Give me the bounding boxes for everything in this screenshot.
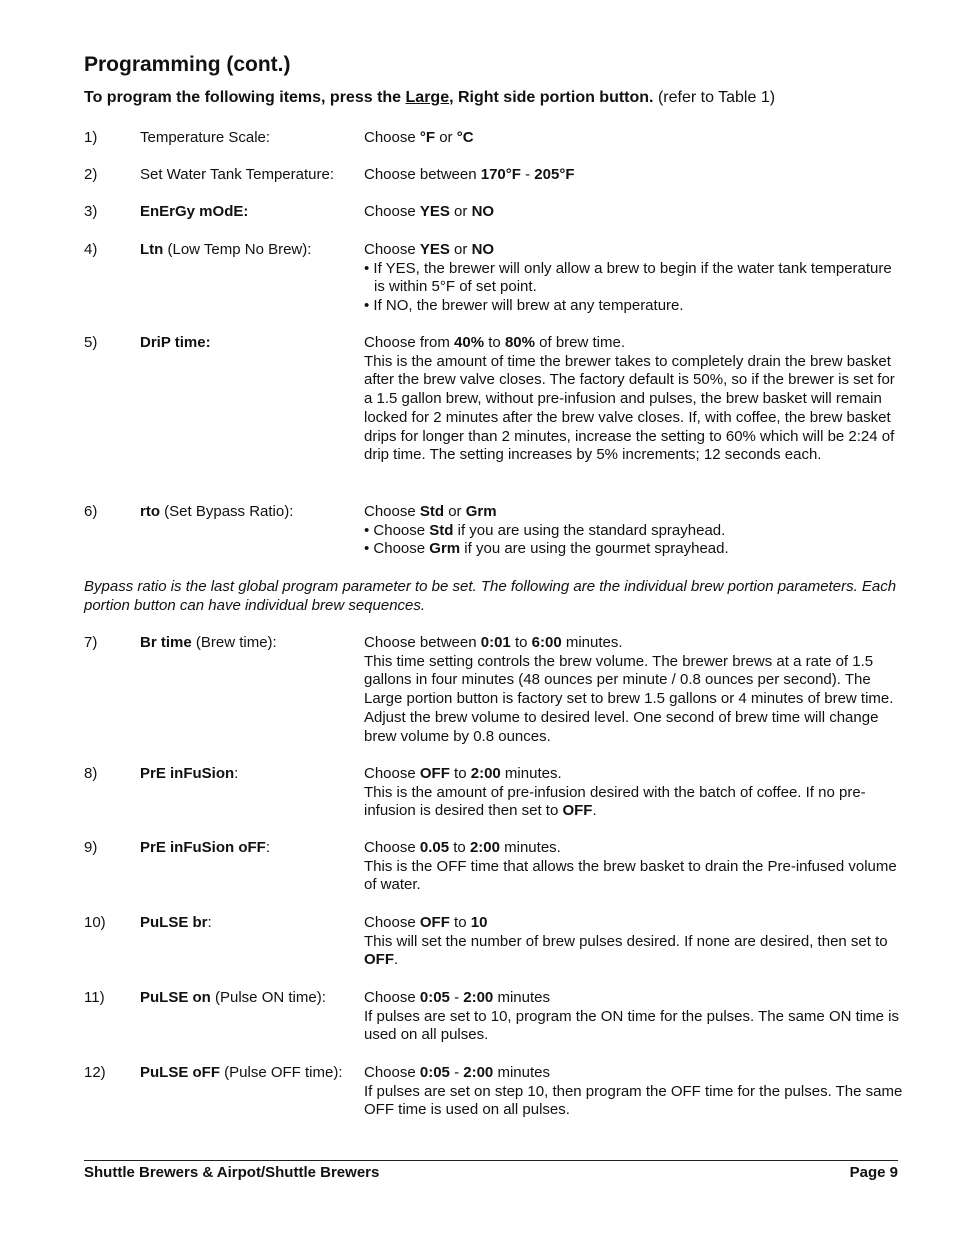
item-description	[364, 765, 904, 821]
bullet-item: • If NO, the brewer will brew at any temperature.	[364, 297, 684, 315]
choice-line: Choose 0:05 - 2:00 minutes	[364, 989, 550, 1006]
intro-part-2: , Right side portion button.	[449, 89, 654, 106]
item-number: 9)	[84, 839, 98, 856]
item-number: 1)	[84, 129, 98, 146]
item-label: EnErGy mOdE:	[140, 203, 249, 220]
item-description	[364, 839, 904, 895]
choice-line: Choose from 40% to 80% of brew time.	[364, 334, 625, 351]
choice-line: Choose between 0:01 to 6:00 minutes.	[364, 634, 623, 651]
item-number: 8)	[84, 765, 98, 782]
footer-divider	[84, 1160, 898, 1161]
item-number: 11)	[84, 989, 105, 1006]
item-number: 7)	[84, 634, 98, 651]
item-label: Set Water Tank Temperature:	[140, 166, 334, 183]
bullet-item: • Choose Std if you are using the standard sprayhead.	[364, 521, 726, 539]
intro-instruction	[84, 88, 904, 108]
item-label: DriP time:	[140, 334, 211, 351]
item-label: PrE inFuSion:	[140, 765, 239, 782]
item-description	[364, 129, 904, 148]
item-number: 10)	[84, 914, 106, 931]
item-label: PuLSE oFF (Pulse OFF time):	[140, 1064, 343, 1081]
choice-line: Choose YES or NO	[364, 241, 495, 258]
bypass-note: Bypass ratio is the last global program parameter to be set. The following are the individual brew portion parameters. Each portion button can have individual brew sequences.	[84, 578, 897, 614]
item-number: 3)	[84, 203, 98, 220]
bullet-item: • Choose Grm if you are using the gourmet sprayhead.	[364, 540, 729, 558]
description-text: If pulses are set on step 10, then program the OFF time for the pulses. The same OFF time is used on all pulses.	[364, 1082, 903, 1119]
item-description	[364, 914, 904, 970]
intro-large-underlined: Large	[405, 89, 450, 106]
choice-line: Choose °F or °C	[364, 129, 474, 146]
description-text: This is the amount of pre-infusion desired with the batch of coffee. If no pre-infusion is desired then set to OFF.	[364, 783, 866, 820]
item-description	[364, 334, 904, 465]
item-number: 12)	[84, 1064, 106, 1081]
description-text: This is the OFF time that allows the brew basket to drain the Pre-infused volume of water.	[364, 857, 897, 894]
item-description	[364, 166, 904, 185]
footer-page-number: Page 9	[849, 1164, 898, 1181]
choice-line: Choose between 170°F - 205°F	[364, 166, 575, 183]
item-label: Temperature Scale:	[140, 129, 271, 146]
bullet-item: • If YES, the brewer will only allow a brew to begin if the water tank temperature is within 5°F of set point.	[364, 259, 892, 296]
choice-line: Choose Std or Grm	[364, 503, 497, 520]
item-description	[364, 203, 904, 222]
item-number: 4)	[84, 241, 98, 258]
choice-line: Choose YES or NO	[364, 203, 495, 220]
item-description	[364, 634, 904, 746]
page-title: Programming (cont.)	[84, 53, 291, 76]
item-description	[364, 503, 904, 559]
item-label: Ltn (Low Temp No Brew):	[140, 241, 312, 258]
item-number: 5)	[84, 334, 98, 351]
item-label: PuLSE on (Pulse ON time):	[140, 989, 326, 1006]
description-text: If pulses are set to 10, program the ON time for the pulses. The same ON time is used on all pulses.	[364, 1007, 899, 1044]
description-text: This will set the number of brew pulses desired. If none are desired, then set to OFF.	[364, 932, 888, 969]
item-label: PuLSE br:	[140, 914, 212, 931]
item-label: PrE inFuSion oFF:	[140, 839, 270, 856]
item-number: 2)	[84, 166, 98, 183]
description-text: This is the amount of time the brewer takes to completely drain the brew basket after the brew valve closes. The factory default is 50%, so if the brewer is set for a 1.5 gallon brew, without pre-infusion and pulses, the brew basket will remain locked for 2 minutes after the brew valve closes. If, with coffee, the brew basket drips for longer than 2 minutes, increase the setting to 60% which will be 2:24 of drip time. The setting increases by 5% increments; 12 seconds each.	[364, 352, 895, 464]
choice-line: Choose OFF to 2:00 minutes.	[364, 765, 562, 782]
footer-document-title: Shuttle Brewers & Airpot/Shuttle Brewers	[84, 1164, 380, 1181]
choice-line: Choose OFF to 10	[364, 914, 488, 931]
item-number: 6)	[84, 503, 98, 520]
item-description	[364, 241, 904, 316]
intro-part-1: To program the following items, press the	[84, 89, 406, 106]
item-description	[364, 989, 904, 1045]
description-text: This time setting controls the brew volume. The brewer brews at a rate of 1.5 gallons in four minutes (48 ounces per minute / 0.8 ounces per second). The Large portion button is factory set to brew 1.5 gallons or 4 minutes of brew time. Adjust the brew volume to desired level. One second of brew time will change brew volume by 0.8 ounces.	[364, 652, 894, 745]
item-description	[364, 1064, 904, 1120]
item-label: Br time (Brew time):	[140, 634, 277, 651]
choice-line: Choose 0.05 to 2:00 minutes.	[364, 839, 561, 856]
choice-line: Choose 0:05 - 2:00 minutes	[364, 1064, 550, 1081]
item-label: rto (Set Bypass Ratio):	[140, 503, 294, 520]
intro-table-reference: (refer to Table 1)	[653, 89, 776, 106]
